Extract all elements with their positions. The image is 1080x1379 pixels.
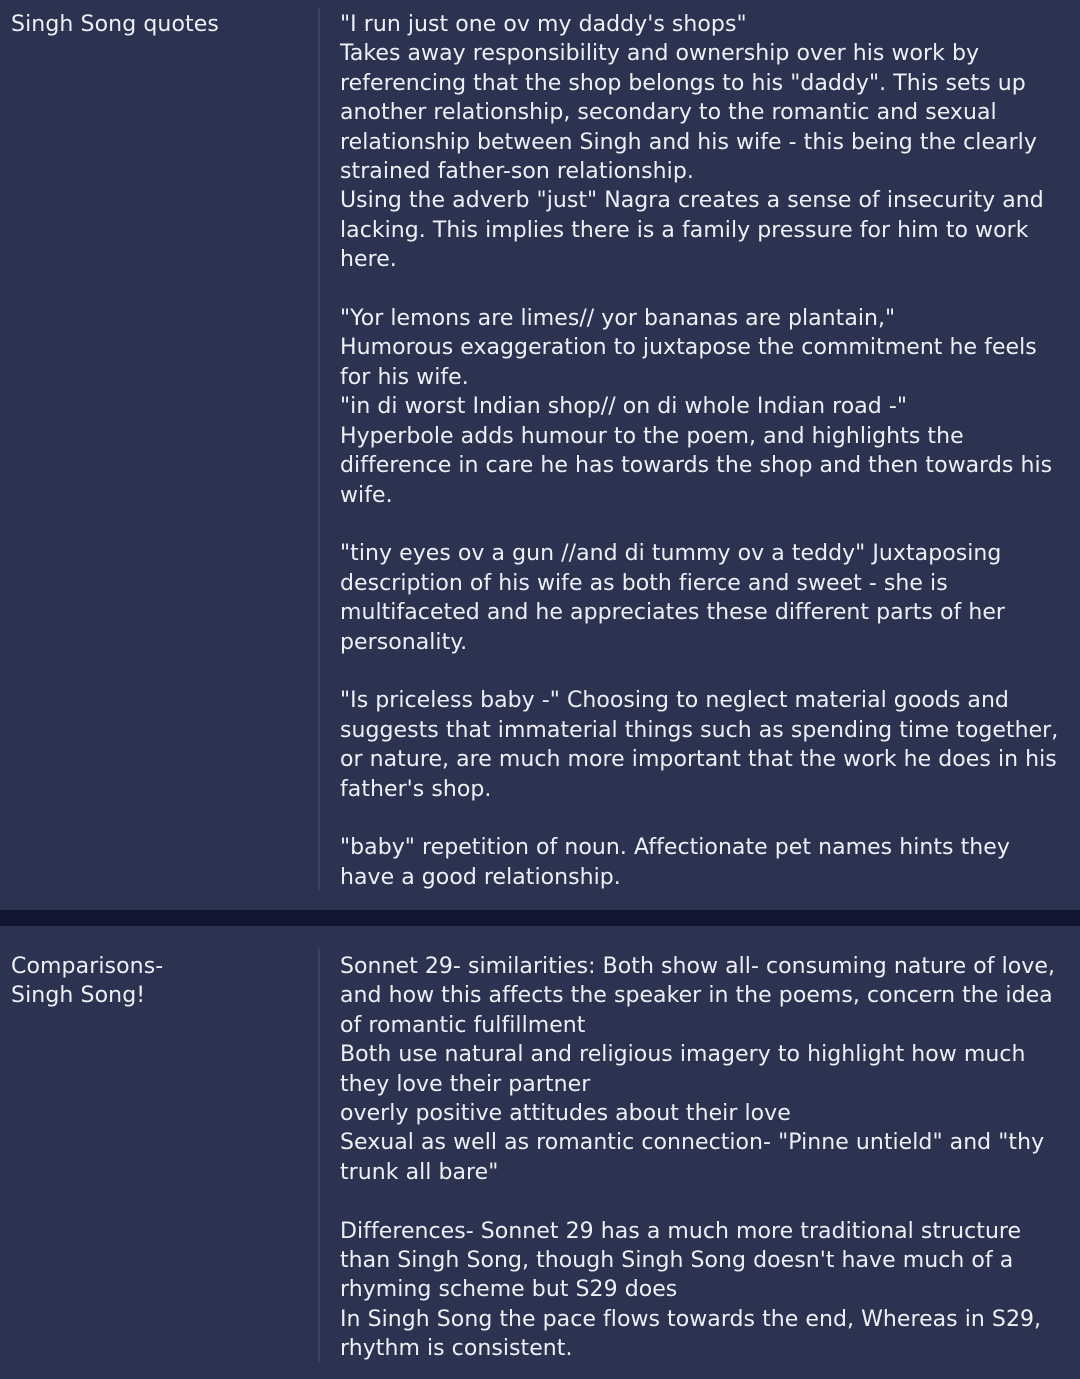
card-separator (0, 910, 1080, 926)
card-definition: "I run just one ov my daddy's shops" Takes away responsibility and ownership over his work by referencing that the shop belongs to his "daddy". This sets up another relationship, secondary to the romantic and sexual relationship between Singh and his wife - this being the clearly strained father-son relationship. Using the adverb "just" Nagra creates a sense of insecurity and lacking. This implies there is a family pressure for him to work here. "Yor lemons are limes// yor bananas are plantain," Humorous exaggeration to juxtapose the commitment he feels for his wife. "in di worst Indian shop// on di whole Indian road -" Hyperbole adds humour to the poem, and highlights the difference in care he has towards the shop and then towards his wife. "tiny eyes ov a gun //and di tummy ov a teddy" Juxtaposing description of his wife as both fierce and sweet - she is multifaceted and he appreciates these different parts of her personality. "Is priceless baby -" Choosing to neglect material goods and suggests that immaterial things such as spending time together, or nature, are much more important that the work he does in his father's shop. "baby" repetition of noun. Affectionate pet names hints they have a good relationship. (340, 12, 1059, 890)
column-divider (318, 8, 320, 890)
card-term: Comparisons- Singh Song! (11, 954, 164, 1009)
card-definition: Sonnet 29- similarities: Both show all- consuming nature of love, and how this affects the speaker in the poems, concern the idea of romantic fulfillment Both use natural and religious imagery to highlight how much they love their partner overly positive attitudes about their love Sexual as well as romantic connection- "Pinne untield" and "thy trunk all bare" Differences- Sonnet 29 has a much more traditional structure than Singh Song, though Singh Song doesn't have much of a rhyming scheme but S29 does In Singh Song the pace flows towards the end, Whereas in S29, rhythm is consistent. (340, 954, 1056, 1362)
card-term: Singh Song quotes (11, 12, 219, 37)
column-divider (318, 948, 320, 1362)
flashcard-comparisons[interactable] (0, 926, 1080, 1379)
